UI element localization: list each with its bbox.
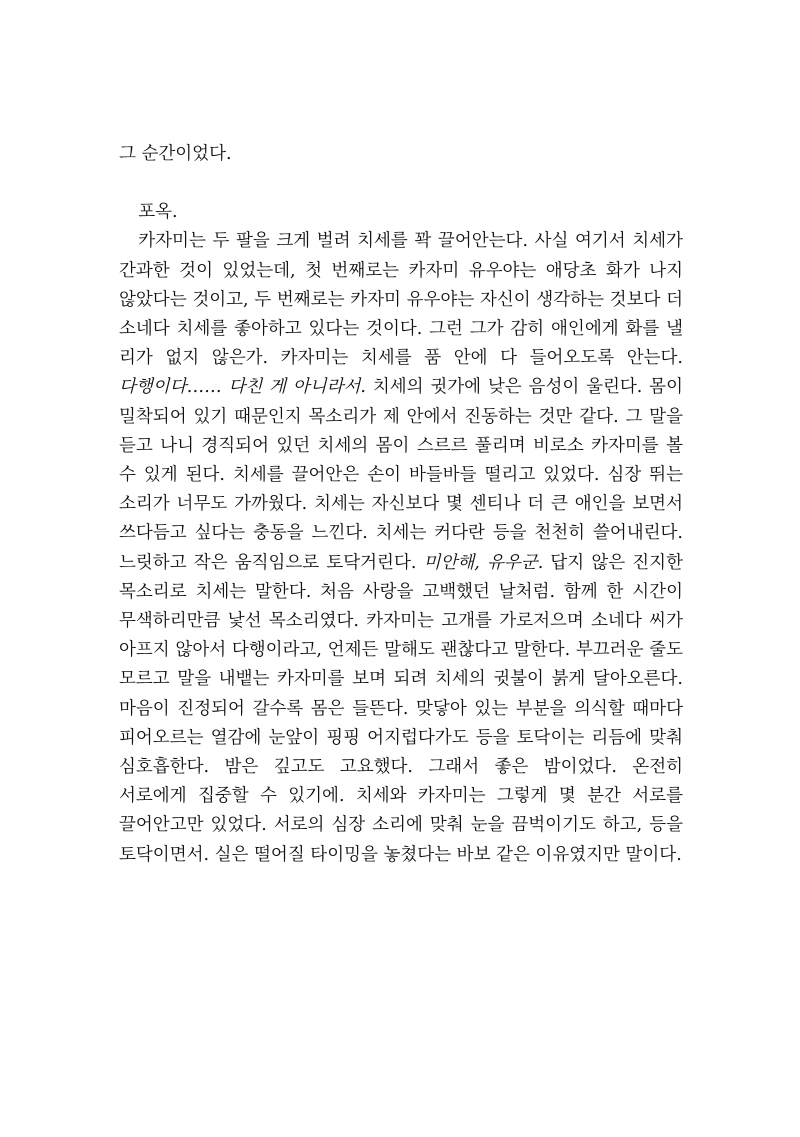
opening-line: 그 순간이었다. <box>119 144 232 164</box>
narration-segment-3: 답지 않은 진지한 목소리로 치세는 말한다. 처음 사랑을 고백했던 날처럼. 함께 한 시간이 무색하리만큼 낯선 목소리였다. 카자미는 고개를 가로저으며 소네다 씨가 아프지 않아서 다행이라고, 언제든 말해도 괜찮다고 말한다. 부끄러운 줄도 모르고 말을 내뱉는 카자미를 보며 되려 치세의 귓불이 붉게 달아오른다. 마음이 진정되어 갈수록 몸은 들뜬다. 맞닿아 있는 부분을 의식할 때마다 피어오르는 열감에 눈앞이 핑핑 어지럽다가도 등을 토닥이는 리듬에 맞춰 심호흡한다. 밤은 깊고도 고요했다. 그래서 좋은 밤이었다. 온전히 서로에게 집중할 수 있기에. 치세와 카자미는 그렇게 몇 분간 서로를 끌어안고만 있었다. 서로의 심장 소리에 맞춰 눈을 끔벅이기도 하고, 등을 토닥이면서. 실은 떨어질 타이밍을 놓쳤다는 바보 같은 이유였지만 말이다. <box>119 552 683 865</box>
document-page <box>119 140 683 870</box>
narration-segment-1: 카자미는 두 팔을 크게 벌려 치세를 꽉 끌어안는다. 사실 여기서 치세가 간과한 것이 있었는데, 첫 번째로는 카자미 유우야는 애당초 화가 나지 않았다는 것이고, 두 번째로는 카자미 유우야는 자신이 생각하는 것보다 더 소네다 치세를 좋아하고 있다는 것이다. 그런 그가 감히 애인에게 화를 낼 리가 없지 않은가. 카자미는 치세를 품 안에 다 들어오도록 안는다. <box>119 231 683 369</box>
italic-thought-1: 다행이다…… 다친 게 아니라서. <box>119 377 366 398</box>
body-paragraph <box>119 227 683 869</box>
sound-effect-line: 포옥. <box>138 202 178 223</box>
italic-thought-2: 미안해, 유우군. <box>423 552 544 573</box>
narration-segment-2: 치세의 귓가에 낮은 음성이 울린다. 몸이 밀착되어 있기 때문인지 목소리가 제 안에서 진동하는 것만 같다. 그 말을 듣고 나니 경직되어 있던 치세의 몸이 스르르 풀리며 비로소 카자미를 볼 수 있게 된다. 치세를 끌어안은 손이 바들바들 떨리고 있었다. 심장 뛰는 소리가 너무도 가까웠다. 치세는 자신보다 몇 센티나 더 큰 애인을 보면서 쓰다듬고 싶다는 충동을 느낀다. 치세는 커다란 등을 천천히 쓸어내린다. 느릿하고 작은 움직임으로 토닥거린다. <box>119 377 683 573</box>
